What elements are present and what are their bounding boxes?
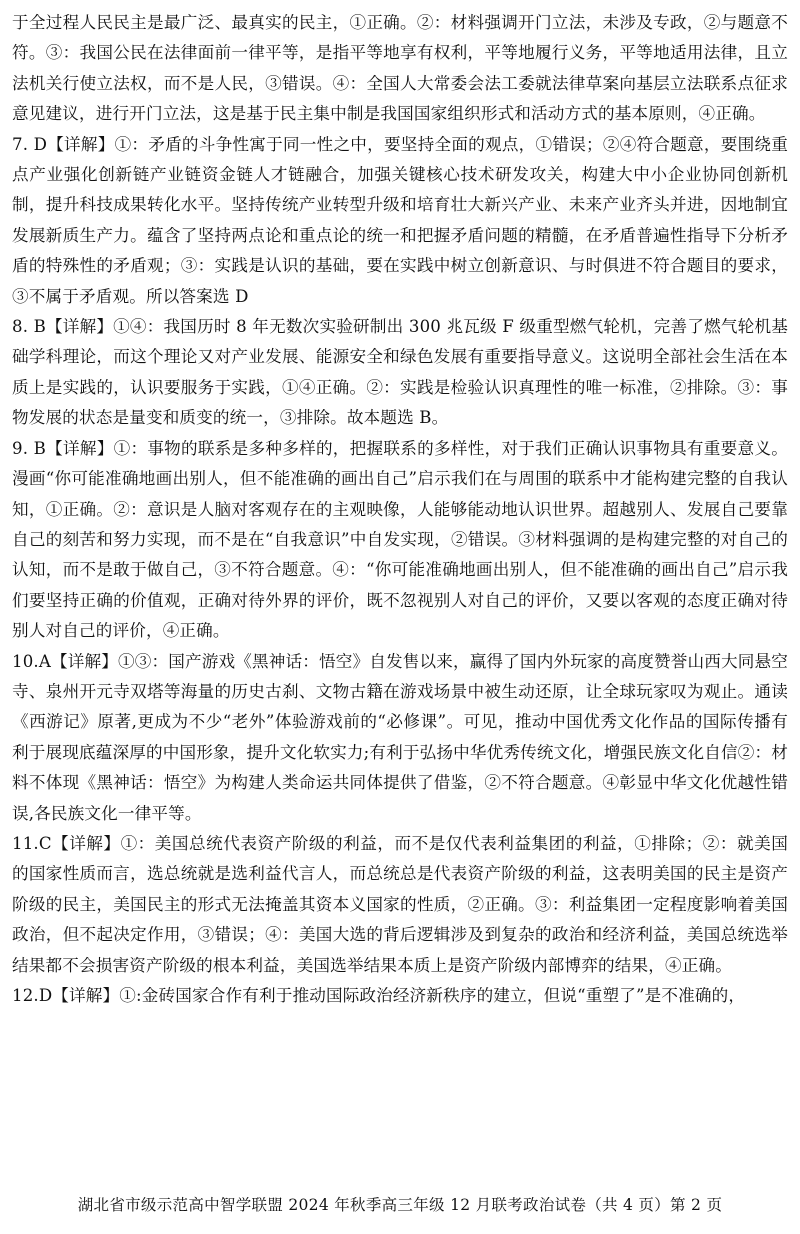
paragraph-q9 <box>12 434 788 647</box>
question-label: 9. B【详解】 <box>12 438 114 458</box>
paragraph-text: ①④：我国历时 8 年无数次实验研制出 300 兆瓦级 F 级重型燃气轮机，完善了燃气轮机基础学科理论，而这个理论又对产业发展、能源安全和绿色发展有重要指导意义。这说明全部社会生活在本质上是实践的，认识要服务于实践，①④正确。②：实践是检验认识真理性的唯一标准，②排除。③：事物发展的状态是量变和质变的统一，③排除。故本题选 B。 <box>12 317 788 428</box>
paragraph-q11 <box>12 829 788 981</box>
paragraph-q12 <box>12 981 788 1011</box>
paragraph-text: ①：矛盾的斗争性寓于同一性之中，要坚持全面的观点，①错误；②④符合题意，要围绕重点产业强化创新链产业链资金链人才链融合，加强关键核心技术研发攻关，构建大中小企业协同创新机制，提升科技成果转化水平。坚持传统产业转型升级和培育壮大新兴产业、未来产业齐头并进，因地制宜发展新质生产力。蕴含了坚持两点论和重点论的统一和把握矛盾问题的精髓，在矛盾普遍性指导下分析矛盾的特殊性的矛盾观；③：实践是认识的基础，要在实践中树立创新意识、与时俱进不符合题目的要求，③不属于矛盾观。所以答案选 D <box>12 134 788 306</box>
question-label: 11.C【详解】 <box>12 833 121 853</box>
paragraph-q8 <box>12 312 788 434</box>
paragraph-text: ①：事物的联系是多种多样的，把握联系的多样性，对于我们正确认识事物具有重要意义。漫画“你可能准确地画出别人，但不能准确的画出自己”启示我们在与周围的联系中才能构建完整的自我认知，①正确。②：意识是人脑对客观存在的主观映像，人能够能动地认识世界。超越别人、发展自己要靠自己的刻苦和努力实现，而不是在“自我意识”中自发实现，②错误。③材料强调的是构建完整的对自己的认知，而不是敢于做自己，③不符合题意。④：“你可能准确地画出别人，但不能准确的画出自己”启示我们要坚持正确的价值观，正确对待外界的评价，既不忽视别人对自己的评价，又要以客观的态度正确对待别人对自己的评价，④正确。 <box>12 438 788 641</box>
paragraph-q7 <box>12 130 788 312</box>
page-footer: 湖北省市级示范高中智学联盟 2024 年秋季高三年级 12 月联考政治试卷（共 4 页）第 2 页 <box>77 1196 723 1214</box>
paragraph-text: 于全过程人民民主是最广泛、最真实的民主，①正确。②：材料强调开门立法，未涉及专政，②与题意不符。③：我国公民在法律面前一律平等，是指平等地享有权利，平等地履行义务，平等地适用法律，且立法机关行使立法权，而不是人民，③错误。④：全国人大常委会法工委就法律草案向基层立法联系点征求意见建议，进行开门立法，这是基于民主集中制是我国国家组织形式和活动方式的基本原则，④正确。 <box>12 13 788 124</box>
question-label: 8. B【详解】 <box>12 317 114 337</box>
answer-explanations <box>12 8 788 1011</box>
paragraph-q10 <box>12 647 788 829</box>
question-label: 7. D【详解】 <box>12 134 115 154</box>
question-label: 12.D【详解】 <box>12 986 120 1005</box>
question-label: 10.A【详解】 <box>12 651 118 671</box>
paragraph-q6-continued <box>12 8 788 130</box>
paragraph-text: ①：美国总统代表资产阶级的利益，而不是仅代表利益集团的利益，①排除；②：就美国的国家性质而言，选总统就是选利益代言人，而总统总是代表资产阶级的利益，这表明美国的民主是资产阶级的民主，美国民主的形式无法掩盖其资本义国家的性质，②正确。③：利益集团一定程度影响着美国政治，但不起决定作用，③错误；④：美国大选的背后逻辑涉及到复杂的政治和经济利益，美国总统选举结果都不会损害资产阶级的根本利益，美国选举结果本质上是资产阶级内部博弈的结果，④正确。 <box>12 833 788 975</box>
paragraph-text: ①③：国产游戏《黑神话：悟空》自发售以来，赢得了国内外玩家的高度赞誉山西大同悬空寺、泉州开元寺双塔等海量的历史古刹、文物古籍在游戏场景中被生动还原，让全球玩家叹为观止。通读《西游记》原著,更成为不少“老外”体验游戏前的“必修课”。可见，推动中国优秀文化作品的国际传播有利于展现底蕴深厚的中国形象，提升文化软实力;有利于弘扬中华优秀传统文化，增强民族文化自信②：材料不体现《黑神话：悟空》为构建人类命运共同体提供了借鉴，②不符合题意。④彰显中华文化优越性错误,各民族文化一律平等。 <box>12 651 788 823</box>
paragraph-text: ①:金砖国家合作有利于推动国际政治经济新秩序的建立，但说“重塑了”是不准确的， <box>119 986 746 1005</box>
